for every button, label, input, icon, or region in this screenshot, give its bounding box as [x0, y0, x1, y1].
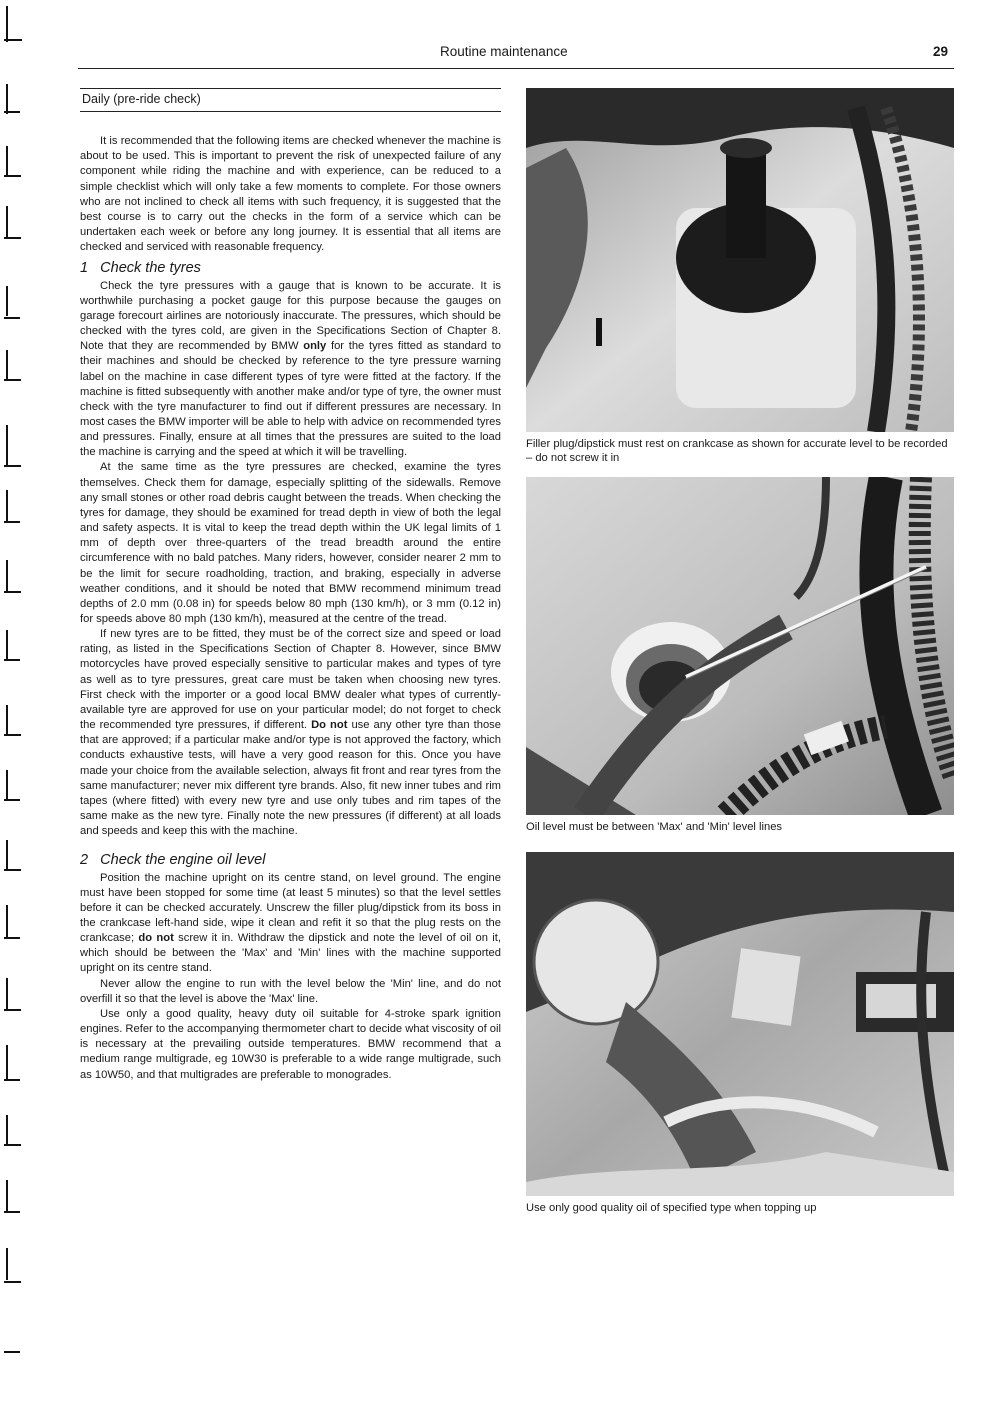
- oil-level-paragraph: Position the machine upright on its centre stand, on level ground. The engine must have been stopped for some time (at least 5 minutes) so that the level settles before it can be checked accurately. Unscrew the filler plug/dipstick from its boss in the crankcase left-hand side, wipe it clean and refit it so that the plug rests on the crankcase; do not screw it in. Withdraw the dipstick and note the level of oil on it, which should be between the 'Max' and 'Min' lines with the machine supported upright on its centre stand.: [80, 871, 502, 975]
- topping-up-photo: [526, 852, 954, 1196]
- page-number: 29: [932, 44, 948, 59]
- text-column: [80, 88, 501, 1083]
- section-1-title: Check the tyres: [100, 260, 201, 277]
- intro-paragraph: It is recommended that the following items are checked whenever the machine is about to be used. This is important to prevent the risk of unexpected failure of any component while riding the machine and with experience, can be reduced to a simple checklist which will only take a few moments to complete. For those owners who are not inclined to check all items with such frequency, it is suggested that the best course is to carry out the checks in the form of a service which can be undertaken each week or before any long journey. It is essential that all items are checked and serviced with reasonable frequency.: [80, 135, 501, 254]
- figure-dipstick: [526, 477, 954, 834]
- section-1-heading: [80, 261, 501, 276]
- section-1-body: [80, 279, 501, 840]
- header-rule: [78, 68, 954, 69]
- section-1-number: 1: [80, 260, 89, 277]
- dipstick-photo: [526, 477, 954, 815]
- section-2-body: [80, 871, 501, 1083]
- tyre-pressure-paragraph: Check the tyre pressures with a gauge that is known to be accurate. It is worthwhile purchasing a pocket gauge for this purpose because the gauges on garage forecourt airlines are notoriously inaccurate. The pressures, which should be checked with the tyres cold, are given in the Specifications Section of Chapter 8. Note that they are recommended by BMW only for the tyres fitted as standard to their machines and should be checked by reference to the tyre pressure warning label on the machine in case different types of tyre were fitted at the factory. If the machine is fitted subsequently with another make and/or type of tyre, the owner must check with the tyre manufacturer to find out if different pressures are necessary. In most cases the BMW importer will be able to help with advice on recommended tyres and pressures. Finally, ensure at all times that the pressures are suited to the load the machine is carrying and the speed at which it will be travelling.: [80, 279, 501, 459]
- figure-1-caption: Filler plug/dipstick must rest on crankcase as shown for accurate level to be recorded – do not screw it in: [526, 438, 948, 464]
- figure-3-caption: Use only good quality oil of specified type when topping up: [526, 1202, 817, 1214]
- section-2-title: Check the engine oil level: [100, 852, 266, 869]
- figure-filler-plug: [526, 88, 954, 465]
- daily-intro: [80, 134, 501, 255]
- figure-2-caption: Oil level must be between 'Max' and 'Min' level lines: [526, 821, 783, 833]
- binding-margin-marks: [0, 0, 40, 1403]
- emphasis-do-not: Do not: [311, 719, 348, 732]
- section-2-heading: [80, 853, 501, 868]
- figure-column: [526, 88, 954, 1215]
- figure-topping-up: [526, 852, 954, 1215]
- new-tyres-paragraph: If new tyres are to be fitted, they must be of the correct size and speed or load rating, as listed in the Specifications Section of Chapter 8. However, since BMW motorcycles have proved especially sensitive to particular makes and types of tyre as well as to tyre pressures, great care must be taken when choosing new tyres. First check with the importer or a good local BMW dealer what types of currently-available tyre are approved for use on your particular model; do not forget to check the recommended tyre pressures, if different. Do not use any other tyre than those that are approved; if a particular make and/or type is not approved the factory, which conducts exhaustive tests, will have a very good reason for this. Once you have made your choice from the available selection, always fit front and rear tyres from the same manufacturer; never mix different tyre brands. Also, fit new inner tubes and rim tapes (where fitted) with every new tyre and use only tubes and rim tapes of the same make as the new tyre. Finally note the new pressures (if different) at all loads and speeds and keep this with the machine.: [80, 628, 501, 838]
- tread-depth-paragraph: At the same time as the tyre pressures are checked, examine the tyres themselves. Check them for damage, especially splitting of the sidewalls. Remove any small stones or other road debris caught between the treads. When checking the tyres for damage, they should be examined for tread depth in view of both the legal and safety aspects. It is vital to keep the tread depth within the UK legal limits of 1 mm of depth over three-quarters of the tread breadth around the entire circumference with no bald patches. Many riders, however, consider nearer 2 mm to be the limit for secure roadholding, traction, and braking, especially in adverse weather conditions, and it should be noted that BMW recommend minimum tread depths of 2.0 mm (0.08 in) for speeds below 80 mph (130 km/h), or 3 mm (0.12 in) for speeds above 80 mph (130 km/h), measured at the centre of the tread.: [80, 461, 501, 625]
- daily-check-heading: Daily (pre-ride check): [80, 88, 501, 112]
- emphasis-do-not-2: do not: [138, 932, 174, 945]
- running-title: Routine maintenance: [440, 44, 568, 59]
- page-header: [78, 40, 954, 70]
- emphasis-only: only: [303, 340, 327, 353]
- oil-min-max-paragraph: Never allow the engine to run with the level below the 'Min' line, and do not overfill it so that the level is above the 'Max' line.: [80, 977, 501, 1005]
- oil-quality-paragraph: Use only a good quality, heavy duty oil suitable for 4-stroke spark ignition engines. Refer to the accompanying thermometer chart to decide what viscosity of oil is necessary at the prevailing outside temperatures. BMW recommend that a medium range multigrade, eg 10W30 is preferable to a wide range multigrade, such as 10W50, and that multigrades are preferable to monogrades.: [80, 1007, 501, 1081]
- section-2-number: 2: [80, 852, 89, 869]
- filler-plug-photo: [526, 88, 954, 432]
